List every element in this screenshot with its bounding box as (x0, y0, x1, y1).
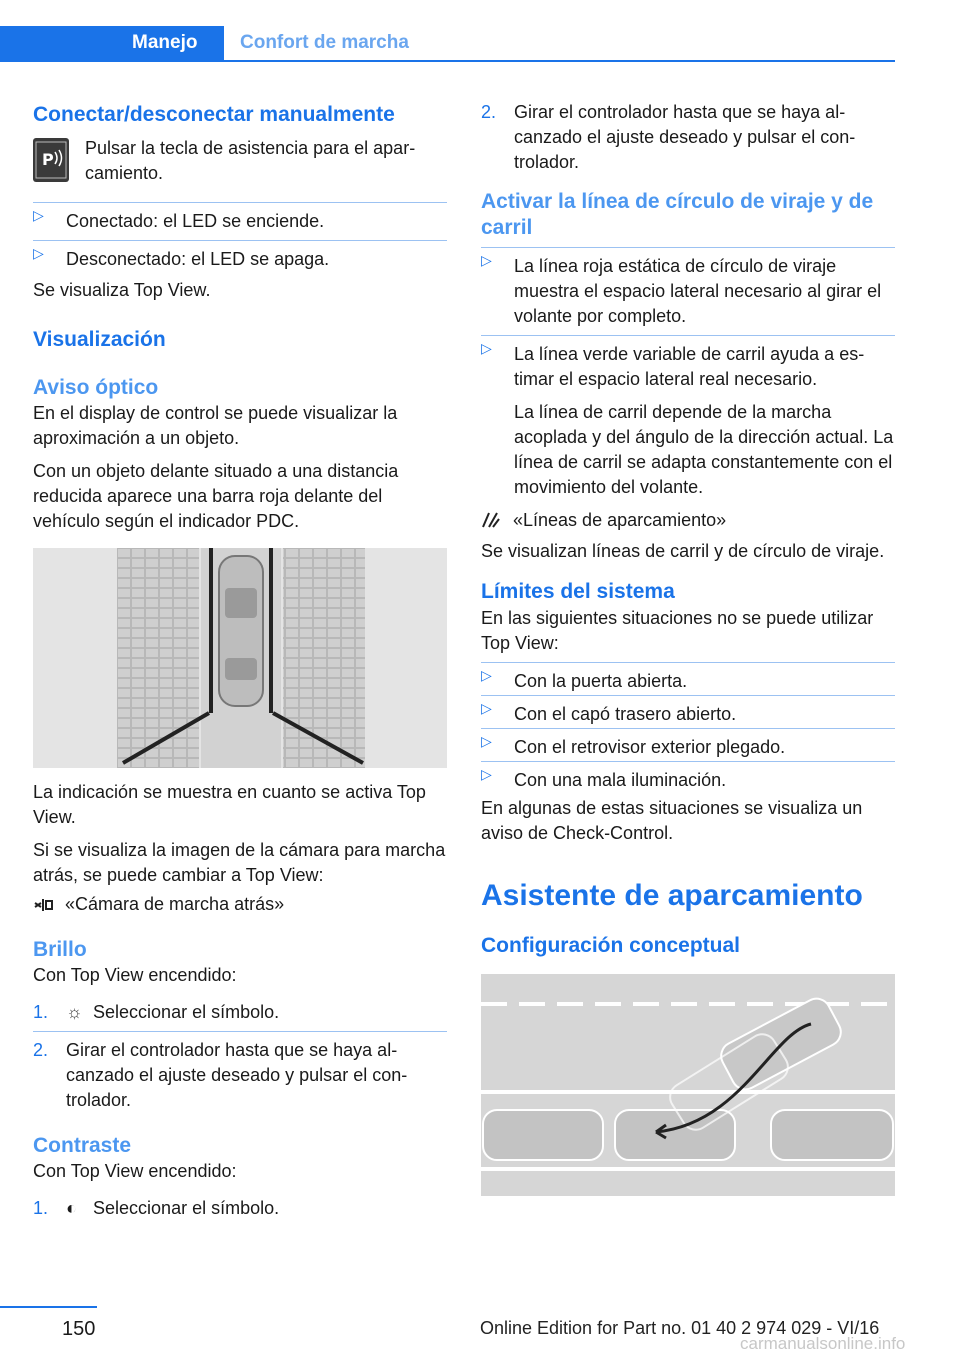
tab-manejo[interactable]: Manejo (132, 32, 198, 53)
aviso-paragraph-2: Con un objeto delante situado a una distancia reducida aparece una barra roja delante del vehículo según el indicador PDC. (33, 461, 399, 531)
bullet-item: ▷ Conectado: el LED se enciende. (33, 202, 447, 240)
after-figure-paragraph-2: Si se visualiza la imagen de la cámara para marcha atrás, se puede cambiar a Top View: (33, 840, 446, 885)
triangle-bullet-icon: ▷ (481, 252, 492, 268)
heading-brillo: Brillo (33, 938, 87, 961)
parking-assist-key-icon (33, 138, 69, 182)
edition-note: Online Edition for Part no. 01 40 2 974 029 - VI/16 (480, 1318, 880, 1338)
after-figure-paragraph-1: La indicación se muestra en cuanto se activa Top View. (33, 782, 426, 827)
limites-intro: En las siguientes situaciones no se puede utilizar Top View: (481, 608, 874, 653)
right-column (481, 100, 895, 1196)
bullet-item: ▷ La línea verde variable de carril ayuda a estimar el espacio lateral real necesario. (481, 335, 895, 392)
assist-key-block (33, 136, 447, 188)
step-item: 1. ◐ Seleccionar el símbolo. (33, 1196, 447, 1221)
connect-text: Pulsar la tecla de asistencia para el aparcamiento. (85, 138, 416, 183)
bullet-item: ▷ Con una mala iluminación. (481, 761, 895, 794)
heading-conectar: Conectar/desconectar manualmente (33, 103, 395, 126)
triangle-bullet-icon: ▷ (33, 245, 44, 261)
bullet-item: ▷ Con el capó trasero abierto. (481, 695, 895, 728)
triangle-bullet-icon: ▷ (481, 766, 492, 782)
footer-accent-line (0, 1306, 97, 1308)
left-column (33, 100, 447, 1221)
parking-assistant-figure (481, 974, 895, 1196)
triangle-bullet-icon: ▷ (33, 207, 44, 223)
limites-bullets (481, 662, 895, 794)
brillo-steps (33, 1000, 447, 1113)
bullet-item: ▷ Con la puerta abierta. (481, 662, 895, 695)
contrast-icon: ◐ (66, 1198, 77, 1218)
heading-aviso-optico: Aviso óptico (33, 376, 159, 399)
camera-menu-line (33, 892, 447, 917)
heading-activar-linea: Activar la línea de círculo de viraje y de carril (481, 190, 874, 239)
limites-end: En algunas de estas situaciones se visualiza un aviso de Check-Control. (481, 798, 863, 843)
bullet-item: ▷ Desconectado: el LED se apaga. (33, 240, 447, 278)
svg-text:P: P (42, 150, 54, 169)
step-item: 2. Girar el controlador hasta que se haya alcanzado el ajuste deseado y pulsar el controlador. (33, 1031, 447, 1113)
heading-asistente: Asistente de aparcamiento (481, 879, 863, 912)
step-item: 2. Girar el controlador hasta que se haya alcanzado el ajuste deseado y pulsar el controlador. (481, 102, 856, 172)
heading-visualizacion: Visualización (33, 328, 166, 351)
bullet-item: ▷ La línea roja estática de círculo de viraje muestra el espacio lateral necesario al girar el volante por completo. (481, 247, 895, 335)
watermark: carmanualsonline.info (740, 1334, 906, 1353)
contraste-intro: Con Top View encendido: (33, 1161, 237, 1181)
header-bar (0, 26, 895, 62)
topview-parking-figure (33, 548, 447, 768)
lineas-paragraph: Se visualizan líneas de carril y de círculo de viraje. (481, 541, 885, 561)
bullet-extra: La línea de carril depende de la marcha acoplada y del ángulo de la dirección actual. La línea de carril se adapta constantemente con el movimiento del volante. (514, 402, 894, 497)
bullet-item: ▷ Con el retrovisor exterior plegado. (481, 728, 895, 761)
lineas-menu-line (481, 508, 895, 533)
led-bullets (33, 202, 447, 278)
heading-contraste: Contraste (33, 1134, 132, 1157)
rear-camera-icon (33, 895, 55, 920)
camera-menu-label: «Cámara de marcha atrás» (65, 894, 285, 914)
tab-confort-de-marcha[interactable]: Confort de marcha (240, 32, 409, 53)
brillo-intro: Con Top View encendido: (33, 965, 237, 985)
parking-lines-icon (481, 511, 501, 536)
step-item: 1. ☼ Seleccionar el símbolo. (33, 1000, 447, 1025)
triangle-bullet-icon: ▷ (481, 667, 492, 683)
aviso-paragraph-1: En el display de control se puede visualizar la aproximación a un objeto. (33, 403, 398, 448)
lineas-menu-label: «Líneas de aparcamiento» (513, 510, 727, 530)
heading-configuracion: Configuración conceptual (481, 934, 741, 957)
triangle-bullet-icon: ▷ (481, 340, 492, 356)
triangle-bullet-icon: ▷ (481, 700, 492, 716)
triangle-bullet-icon: ▷ (481, 733, 492, 749)
brightness-icon: ☼ (66, 1002, 83, 1022)
heading-limites: Límites del sistema (481, 580, 675, 603)
page-number: 150 (62, 1318, 96, 1340)
linea-bullets (481, 247, 895, 500)
topview-text: Se visualiza Top View. (33, 280, 211, 300)
